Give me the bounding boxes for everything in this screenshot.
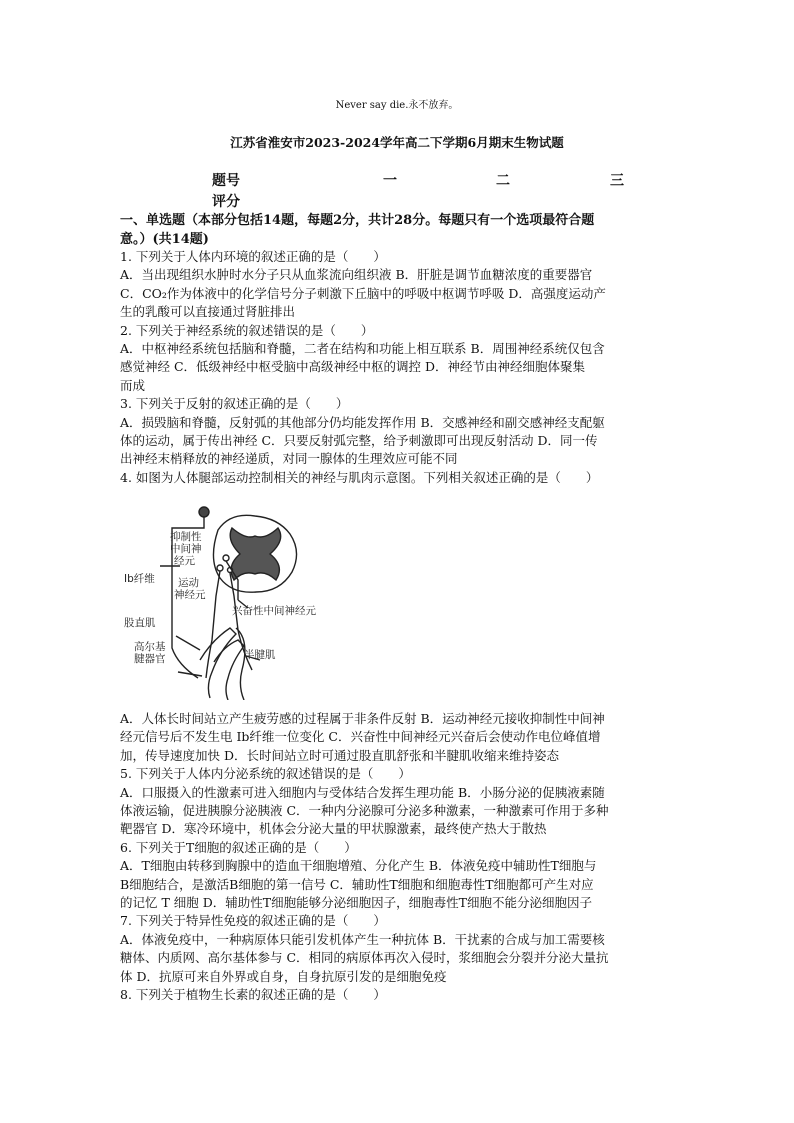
text-line: 生的乳酸可以直接通过肾脏排出 bbox=[120, 304, 296, 320]
text-line: A．损毁脑和脊髓，反射弧的其他部分仍均能发挥作用 B．交感神经和副交感神经支配躯 bbox=[120, 414, 605, 430]
gray-matter bbox=[230, 528, 280, 580]
section-heading-line-2: 意。）(共14题) bbox=[120, 232, 209, 247]
section-heading bbox=[120, 211, 680, 249]
score-table-col-3: 三 bbox=[610, 173, 624, 189]
score-table-row-label-number: 题号 bbox=[212, 173, 240, 189]
score-table-row-label-score: 评分 bbox=[212, 194, 240, 210]
score-table-col-2: 二 bbox=[496, 173, 510, 189]
text-line: 3. 下列关于反射的叙述正确的是（ ） bbox=[120, 396, 349, 412]
motor-fiber-rectus bbox=[206, 571, 220, 678]
label-rectus-femoris: 股直肌 bbox=[124, 617, 156, 629]
text-line: 的记忆 T 细胞 D．辅助性T细胞能够分泌细胞因子，细胞毒性T细胞不能分泌细胞因子 bbox=[120, 895, 592, 911]
spinal-cord-muscle-diagram bbox=[120, 500, 360, 700]
label-motor-2: 神经元 bbox=[174, 589, 206, 601]
questions-block-bottom bbox=[120, 710, 680, 1005]
label-golgi-1: 高尔基 bbox=[134, 641, 166, 653]
text-line: 1. 下列关于人体内环境的叙述正确的是（ ） bbox=[120, 249, 386, 264]
rectus-label-line bbox=[176, 636, 200, 650]
rectus-femoris-muscle bbox=[200, 628, 236, 698]
text-line: A．T细胞由转移到胸腺中的造血干细胞增殖、分化产生 B．体液免疫中辅助性T细胞与 bbox=[120, 858, 597, 874]
text-line: A．口服摄入的性激素可进入细胞内与受体结合发挥生理功能 B．小肠分泌的促胰液素随 bbox=[120, 784, 605, 800]
text-line: B细胞结合，是激活B细胞的第一信号 C．辅助性T细胞和细胞毒性T细胞都可产生对应 bbox=[120, 876, 594, 892]
text-line: 出神经末梢释放的神经递质，对同一腺体的生理效应可能不同 bbox=[120, 451, 458, 467]
text-line: 4. 如图为人体腿部运动控制相关的神经与肌肉示意图。下列相关叙述正确的是（ ） bbox=[120, 469, 599, 485]
label-semitendinosus: 半腱肌 bbox=[244, 649, 276, 661]
label-motor-1: 运动 bbox=[178, 577, 199, 589]
text-line: 6. 下列关于T细胞的叙述正确的是（ ） bbox=[120, 839, 357, 855]
questions-block-top bbox=[120, 248, 680, 487]
text-line: 靶器官 D．寒冷环境中，机体会分泌大量的甲状腺激素，最终使产热大于散热 bbox=[120, 821, 547, 837]
interneuron-body-a bbox=[223, 555, 229, 561]
motor-neuron-body bbox=[217, 565, 223, 571]
exam-title: 江苏省淮安市2023-2024学年高二下学期6月期末生物试题 bbox=[230, 135, 564, 150]
text-line: 加，传导速度加快 D．长时间站立时可通过股直肌舒张和半腱肌收缩来维持姿态 bbox=[120, 747, 559, 763]
text-line: A．体液免疫中，一种病原体只能引发机体产生一种抗体 B．干扰素的合成与加工需要核 bbox=[120, 931, 605, 947]
score-table-col-1: 一 bbox=[383, 173, 397, 189]
label-ib-fiber: Ib纤维 bbox=[124, 573, 155, 585]
text-line: 而成 bbox=[120, 377, 146, 393]
text-line: 体的运动，属于传出神经 C．只要反射弧完整，给予刺激即可出现反射活动 D．同一传 bbox=[120, 433, 598, 449]
label-golgi-2: 腱器官 bbox=[134, 653, 166, 665]
label-inhibitory-2: 中间神 bbox=[170, 543, 202, 555]
text-line: A．当出现组织水肿时水分子只从血浆流向组织液 B．肝脏是调节血糖浓度的重要器官 bbox=[120, 267, 593, 283]
section-heading-line-1: 一、单选题（本部分包括14题，每题2分，共计28分。每题只有一个选项最符合题 bbox=[120, 213, 595, 228]
label-inhibitory-3: 经元 bbox=[174, 555, 195, 567]
text-line: 7. 下列关于特异性免疫的叙述正确的是（ ） bbox=[120, 913, 386, 929]
text-line: 体液运输，促进胰腺分泌胰液 C．一种内分泌腺可分泌多种激素，一种激素可作用于多种 bbox=[120, 803, 609, 819]
text-line: 糖体、内质网、高尔基体参与 C．相同的病原体再次入侵时，浆细胞会分裂并分泌大量抗 bbox=[120, 950, 609, 966]
text-line: 体 D．抗原可来自外界或自身，自身抗原引发的是细胞免疫 bbox=[120, 968, 447, 984]
text-line: A．中枢神经系统包括脑和脊髓，二者在结构和功能上相互联系 B．周围神经系统仅包含 bbox=[120, 341, 605, 357]
page-header: Never say die.永不放弃。 bbox=[335, 100, 459, 111]
text-line: 5. 下列关于人体内分泌系统的叙述错误的是（ ） bbox=[120, 766, 411, 782]
text-line: 感觉神经 C．低级神经中枢受脑中高级神经中枢的调控 D．神经节由神经细胞体聚集 bbox=[120, 359, 586, 375]
label-inhibitory-1: 抑制性 bbox=[170, 531, 202, 543]
label-excitatory-interneuron: 兴奋性中间神经元 bbox=[232, 605, 316, 617]
text-line: 8. 下列关于植物生长素的叙述正确的是（ ） bbox=[120, 987, 386, 1003]
sensory-neuron-body bbox=[199, 507, 209, 517]
text-line: C．CO₂作为体液中的化学信号分子刺激下丘脑中的呼吸中枢调节呼吸 D．高强度运动产 bbox=[120, 285, 606, 301]
leg-muscle-inner bbox=[214, 640, 244, 700]
text-line: 2. 下列关于神经系统的叙述错误的是（ ） bbox=[120, 322, 374, 338]
text-line: A．人体长时间站立产生疲劳感的过程属于非条件反射 B．运动神经元接收抑制性中间神 bbox=[120, 711, 605, 726]
text-line: 经元信号后不发生电 Ib纤维一位变化 C．兴奋性中间神经元兴奋后会使动作电位峰值增 bbox=[120, 729, 601, 745]
